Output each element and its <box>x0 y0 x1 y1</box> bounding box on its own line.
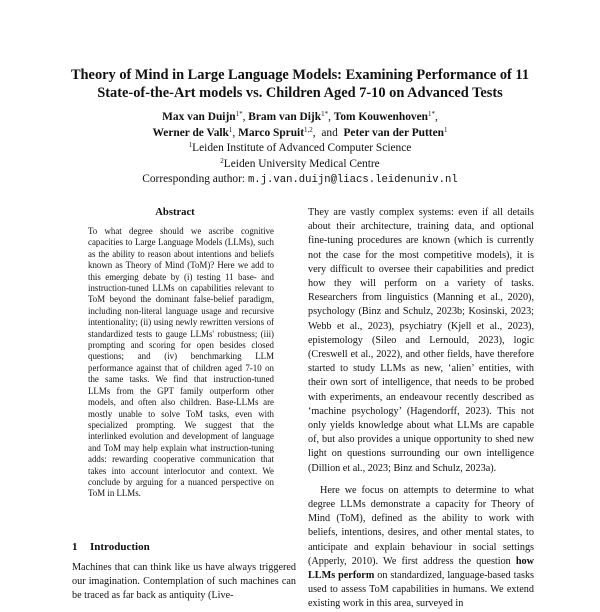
affiliation-text: Leiden University Medical Centre <box>223 157 380 170</box>
paragraph-text: on standardized, language-based tasks used to assess ToM capabilities in humans. We extend existing work in this area, surveyed in <box>308 570 535 610</box>
author-line-2: Werner de Valk$^1$, Marco Spruit$^{1,2}$, and Peter van der Putten$^1$ <box>152 125 448 139</box>
introduction-text: Machines that can think like us have always triggered our imagination. Contemplation of such machines can be traced as far back as antiquity (Live- <box>72 562 296 602</box>
author-name: Peter van der Putten <box>343 126 444 139</box>
corresponding-author <box>40 172 560 189</box>
author-name: Werner de Valk <box>152 126 229 139</box>
corresponding-email[interactable]: m.j.van.duijn@liacs.leidenuniv.nl <box>247 174 458 187</box>
author-block <box>40 110 560 189</box>
affiliation-text: Leiden Institute of Advanced Computer Science <box>192 142 412 155</box>
author-sup: 1* <box>235 110 243 118</box>
author-name: Tom Kouwenhoven <box>333 111 428 123</box>
title-line-2: State-of-the-Art models vs. Children Aged 7-10 on Advanced Tests <box>97 85 503 101</box>
author-sup: 1* <box>321 110 329 118</box>
author-sup: 1 <box>228 125 233 134</box>
affiliation-sup: 1 <box>188 141 193 150</box>
author-name: Max van Duijn <box>162 111 236 123</box>
affiliation-2 <box>40 157 560 173</box>
author-line-1: Max van Duijn$^{1*}$, Bram van Dijk$^{1*}$, Tom Kouwenhoven$^{1*}$, <box>162 110 438 123</box>
and-word: and <box>321 126 338 139</box>
emphasis-text: how LLMs perform <box>308 555 535 582</box>
affiliation-1 <box>40 141 560 157</box>
author-name: Bram van Dijk <box>248 111 322 123</box>
affiliation-sup: 2 <box>220 156 224 165</box>
title-line-1: Theory of Mind in Large Language Models: Examining Performance of 11 <box>70 67 530 83</box>
author-sup: 1,2 <box>304 125 313 134</box>
paragraph: They are vastly complex systems: even if all details about their architecture, training data, and optional fine-tuning procedures are known (which is currently not the case for the most competitive models), it is very difficult to oversee their capabilities and predict how they will perform on a variety of tasks. Researchers from linguistics (Manning et al., 2020), psychology (Binz and Schulz, 2023b; Kosinski, 2023; Webb et al., 2023), psychiatry (Kjell et al., 2023), epistemology (Sileo and Lernould, 2023), logic (Creswell et al., 2022), and other fields, have therefore started to study LLMs as new, ‘alien’ entities, with their own sort of intelligence, that needs to be probed with experiments, an endeavour recently described as ‘machine psychology’ (Hagendorff, 2023). This not only yields knowledge about what LLMs are capable of, but also provides a unique opportunity to shed new light on questions surrounding our own intelligence (Dillion et al., 2023; Binz and Schulz, 2023a). <box>308 207 534 474</box>
section-heading-introduction <box>72 541 292 553</box>
author-name: Marco Spruit <box>238 126 305 139</box>
corresponding-label: Corresponding author: <box>142 173 246 186</box>
section-number: 1 <box>72 541 78 553</box>
author-sup: 1 <box>443 125 448 134</box>
right-column <box>308 206 535 610</box>
section-title: Introduction <box>90 541 150 553</box>
abstract-heading: Abstract <box>155 207 195 218</box>
abstract-text: To what degree should we ascribe cognitive capacities to Large Language Models (LLMs), such as the ability to reason about intentions and beliefs known as Theory of Mind (ToM)? Here we add to this emerging debate by (i) testing 11 base- and instruction-tuned LLMs on capabilities relevant to ToM beyond the dominant false-belief paradigm, including non-literal language usage and recursive intentionality; (ii) using newly rewritten versions of standardized tests to gauge LLMs' robustness; (iii) prompting and scoring for open besides closed questions; and (iv) benchmarking LLM performance against that of children aged 7-10 on the same tasks. We find that instruction-tuned LLMs from the GPT family outperform other models, and often also children. Base-LLMs are mostly unable to solve ToM tasks, even with specialized prompting. We suggest that the interlinked evolution and development of language and ToM may help explain what instruction-tuning adds: rewarding cooperative communication that takes into account interlocutor and context. We conclude by arguing for a nuanced perspective on ToM in LLMs. <box>88 226 274 499</box>
paragraph-text: Here we focus on attempts to determine to what degree LLMs demonstrate a capacity for Theory of Mind (ToM), defined as the ability to work with beliefs, intentions, desires, and other mental states, to anticipate and explain behaviour in social settings (Apperly, 2010). We first address the question <box>308 484 534 567</box>
paper-title <box>40 66 560 102</box>
author-sup: 1* <box>427 110 435 118</box>
paragraph <box>308 484 534 612</box>
